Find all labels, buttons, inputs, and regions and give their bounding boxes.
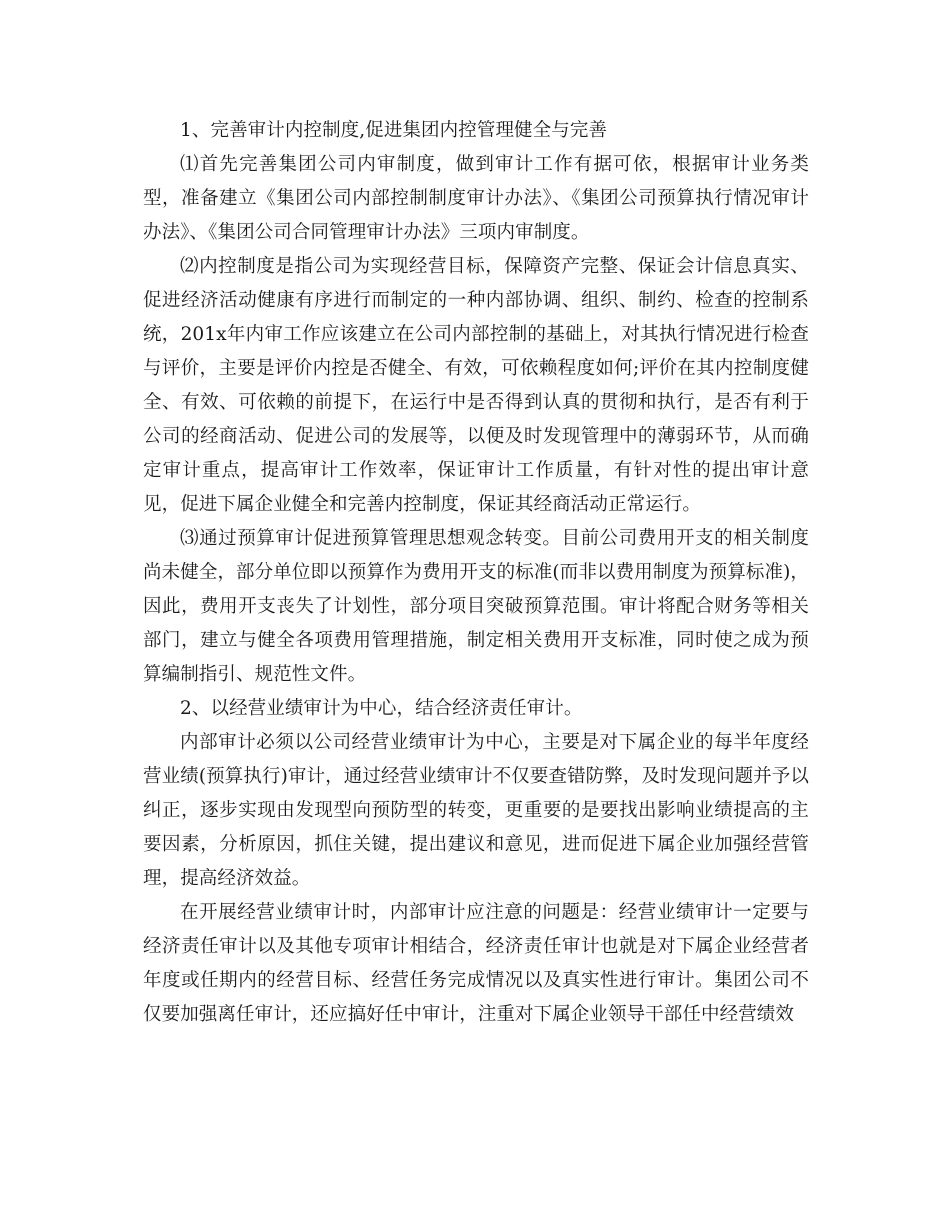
paragraph-1-1: ⑴首先完善集团公司内审制度，做到审计工作有据可依，根据审计业务类型，准备建立《集团公司内部控制制度审计办法》、《集团公司预算执行情况审计办法》、《集团公司合同管理审计办法》三项内审制度。 [143,154,809,243]
heading-1-internal-control: 1、完善审计内控制度,促进集团内控管理健全与完善 [180,120,608,141]
paragraph-2-2: 在开展经营业绩审计时，内部审计应注意的问题是：经营业绩审计一定要与经济责任审计以及其他专项审计相结合，经济责任审计也就是对下属企业经营者年度或任期内的经营目标、经营任务完成情况以及真实性进行审计。集团公司不仅要加强离任审计，还应搞好任中审计，注重对下属企业领导干部任中经营绩效 [143,902,809,1025]
paragraph-1-3: ⑶通过预算审计促进预算管理思想观念转变。目前公司费用开支的相关制度尚未健全，部分单位即以预算作为费用开支的标准(而非以费用制度为预算标准)，因此，费用开支丧失了计划性，部分项目突破预算范围。审计将配合财务等相关部门，建立与健全各项费用管理措施，制定相关费用开支标准，同时使之成为预算编制指引、规范性文件。 [143,528,809,685]
paragraph-1-2: ⑵内控制度是指公司为实现经营目标，保障资产完整、保证会计信息真实、促进经济活动健康有序进行而制定的一种内部协调、组织、制约、检查的控制系统，201x年内审工作应该建立在公司内部控制的基础上，对其执行情况进行检查与评价，主要是评价内控是否健全、有效，可依赖程度如何;评价在其内控制度健全、有效、可依赖的前提下，在运行中是否得到认真的贯彻和执行，是否有利于公司的经商活动、促进公司的发展等，以便及时发现管理中的薄弱环节，从而确定审计重点，提高审计工作效率，保证审计工作质量，有针对性的提出审计意见，促进下属企业健全和完善内控制度，保证其经商活动正常运行。 [143,256,809,515]
heading-2-performance-audit: 2、以经营业绩审计为中心，结合经济责任审计。 [180,698,583,719]
document-body [143,114,809,1032]
paragraph-2-1: 内部审计必须以公司经营业绩审计为中心，主要是对下属企业的每半年度经营业绩(预算执行)审计，通过经营业绩审计不仅要查错防弊，及时发现问题并予以纠正，逐步实现由发现型向预防型的转变，更重要的是要找出影响业绩提高的主要因素，分析原因，抓住关键，提出建议和意见，进而促进下属企业加强经营管理，提高经济效益。 [143,732,809,889]
